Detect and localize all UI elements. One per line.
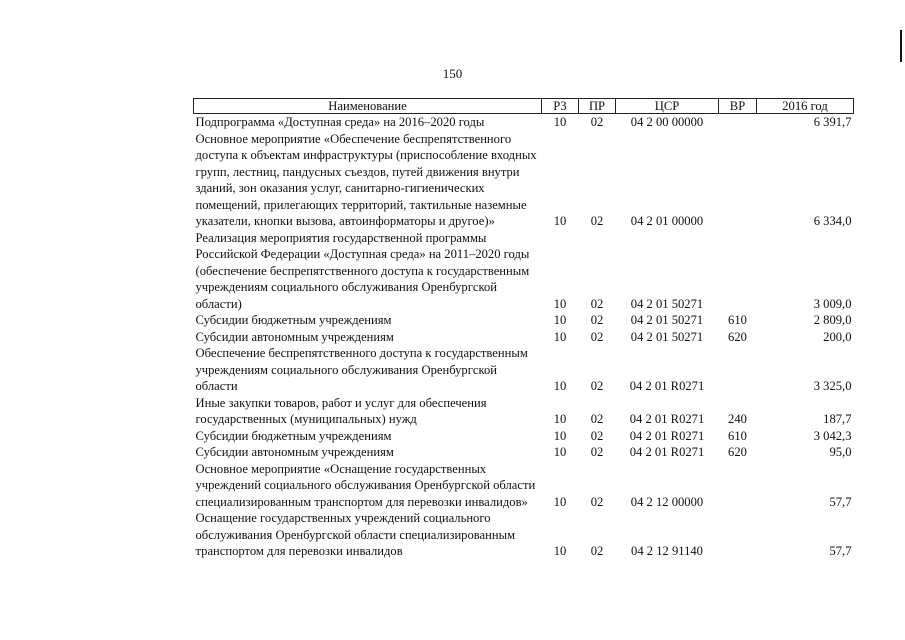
row-amount: 3 042,3 xyxy=(813,428,852,443)
row-pr: 02 xyxy=(590,379,604,393)
row-name: Обеспечение беспрепятственного доступа к государственным учреждениям социального обслуживания Оренбургской области xyxy=(195,346,528,393)
row-csr: 04 2 01 R0271 xyxy=(629,428,705,443)
row-name: Реализация мероприятия государственной программы Российской Федерации «Доступная среда» на 2011–2020 годы (обеспечение беспрепятственного доступа к государственным учреждениям социального обслуживания Оренбургской области) xyxy=(195,230,530,311)
row-name: Субсидии автономным учреждениям xyxy=(195,445,394,459)
row-pr: 02 xyxy=(590,313,604,327)
row-csr: 04 2 01 R0271 xyxy=(629,445,705,459)
row-csr: 04 2 01 50271 xyxy=(630,296,704,311)
row-pr: 02 xyxy=(590,445,604,459)
row-amount: 200,0 xyxy=(823,329,852,344)
row-csr: 04 2 00 00000 xyxy=(630,115,704,129)
table-header-row xyxy=(194,99,854,114)
row-vr: 610 xyxy=(728,313,747,327)
row-csr: 04 2 01 50271 xyxy=(630,329,704,344)
row-amount: 3 325,0 xyxy=(813,379,852,393)
row-pr: 02 xyxy=(590,296,604,311)
table-row xyxy=(194,312,854,329)
row-vr xyxy=(719,114,757,131)
row-name: Основное мероприятие «Обеспечение беспрепятственного доступа к объектам инфраструктуры (приспособление входных групп, лестниц, пандусных съездов, путей движения внутри зданий, зон оказания услуг, санитарно-гигиенических помещений, прилегающих территорий, тактильные наземные указатели, кнопки вызова, автоинформаторы и другое)» xyxy=(195,131,537,228)
row-vr: 610 xyxy=(728,428,747,443)
row-rz: 10 xyxy=(553,494,567,509)
row-rz: 10 xyxy=(553,412,567,426)
row-vr xyxy=(719,510,757,560)
row-rz: 10 xyxy=(553,428,567,443)
row-amount: 95,0 xyxy=(829,445,852,459)
row-vr xyxy=(719,131,757,230)
header-csr: ЦСР xyxy=(616,99,719,114)
header-amount: 2016 год xyxy=(757,99,854,114)
scan-edge-mark xyxy=(900,30,902,62)
header-vr: ВР xyxy=(719,99,757,114)
row-amount: 187,7 xyxy=(823,412,852,426)
row-csr: 04 2 01 50271 xyxy=(630,313,704,327)
budget-table xyxy=(193,98,854,560)
header-rz: РЗ xyxy=(542,99,579,114)
row-csr: 04 2 01 R0271 xyxy=(629,379,705,393)
table-row xyxy=(194,510,854,560)
row-rz: 10 xyxy=(553,445,567,459)
row-name: Субсидии автономным учреждениям xyxy=(195,329,394,344)
row-vr xyxy=(719,345,757,395)
row-amount: 57,7 xyxy=(829,544,852,558)
table-row xyxy=(194,230,854,313)
row-vr: 620 xyxy=(728,329,747,344)
row-vr: 240 xyxy=(728,412,747,426)
row-csr: 04 2 12 00000 xyxy=(630,494,704,509)
row-pr: 02 xyxy=(590,329,604,344)
row-rz: 10 xyxy=(553,329,567,344)
row-name: Оснащение государственных учреждений социального обслуживания Оренбургской области специализированным транспортом для перевозки инвалидов xyxy=(195,511,516,558)
row-amount: 57,7 xyxy=(829,494,852,509)
row-name: Субсидии бюджетным учреждениям xyxy=(195,313,392,327)
row-csr: 04 2 01 00000 xyxy=(630,214,704,228)
row-name: Иные закупки товаров, работ и услуг для обеспечения государственных (муниципальных) нужд xyxy=(195,395,487,426)
table-row xyxy=(194,345,854,395)
row-rz: 10 xyxy=(553,214,567,228)
row-csr: 04 2 12 91140 xyxy=(631,544,703,558)
table-row xyxy=(194,428,854,445)
row-vr xyxy=(719,461,757,511)
row-vr xyxy=(719,230,757,313)
row-pr: 02 xyxy=(590,544,604,558)
row-rz: 10 xyxy=(553,296,567,311)
table-row xyxy=(194,395,854,428)
row-amount: 2 809,0 xyxy=(813,313,852,327)
row-csr: 04 2 01 R0271 xyxy=(629,412,705,426)
page-number: 150 xyxy=(442,66,463,81)
row-pr: 02 xyxy=(590,214,604,228)
row-rz: 10 xyxy=(553,379,567,393)
row-rz: 10 xyxy=(553,313,567,327)
table-row xyxy=(194,114,854,131)
row-rz: 10 xyxy=(553,115,567,129)
row-pr: 02 xyxy=(590,494,604,509)
row-amount: 3 009,0 xyxy=(813,296,852,311)
table-row xyxy=(194,131,854,230)
row-amount: 6 334,0 xyxy=(813,214,852,228)
table-row xyxy=(194,444,854,461)
row-pr: 02 xyxy=(590,115,604,129)
row-name: Подпрограмма «Доступная среда» на 2016–2020 годы xyxy=(195,115,485,129)
table-row xyxy=(194,461,854,511)
header-pr: ПР xyxy=(579,99,616,114)
row-name: Субсидии бюджетным учреждениям xyxy=(195,428,392,443)
row-vr: 620 xyxy=(728,445,747,459)
table-row xyxy=(194,329,854,346)
row-amount: 6 391,7 xyxy=(813,115,852,129)
header-name: Наименование xyxy=(194,99,542,114)
row-rz: 10 xyxy=(553,544,567,558)
row-name: Основное мероприятие «Оснащение государственных учреждений социального обслуживания Оренбургской области специализированным транспортом для перевозки инвалидов» xyxy=(195,461,536,509)
row-pr: 02 xyxy=(590,428,604,443)
row-pr: 02 xyxy=(590,412,604,426)
